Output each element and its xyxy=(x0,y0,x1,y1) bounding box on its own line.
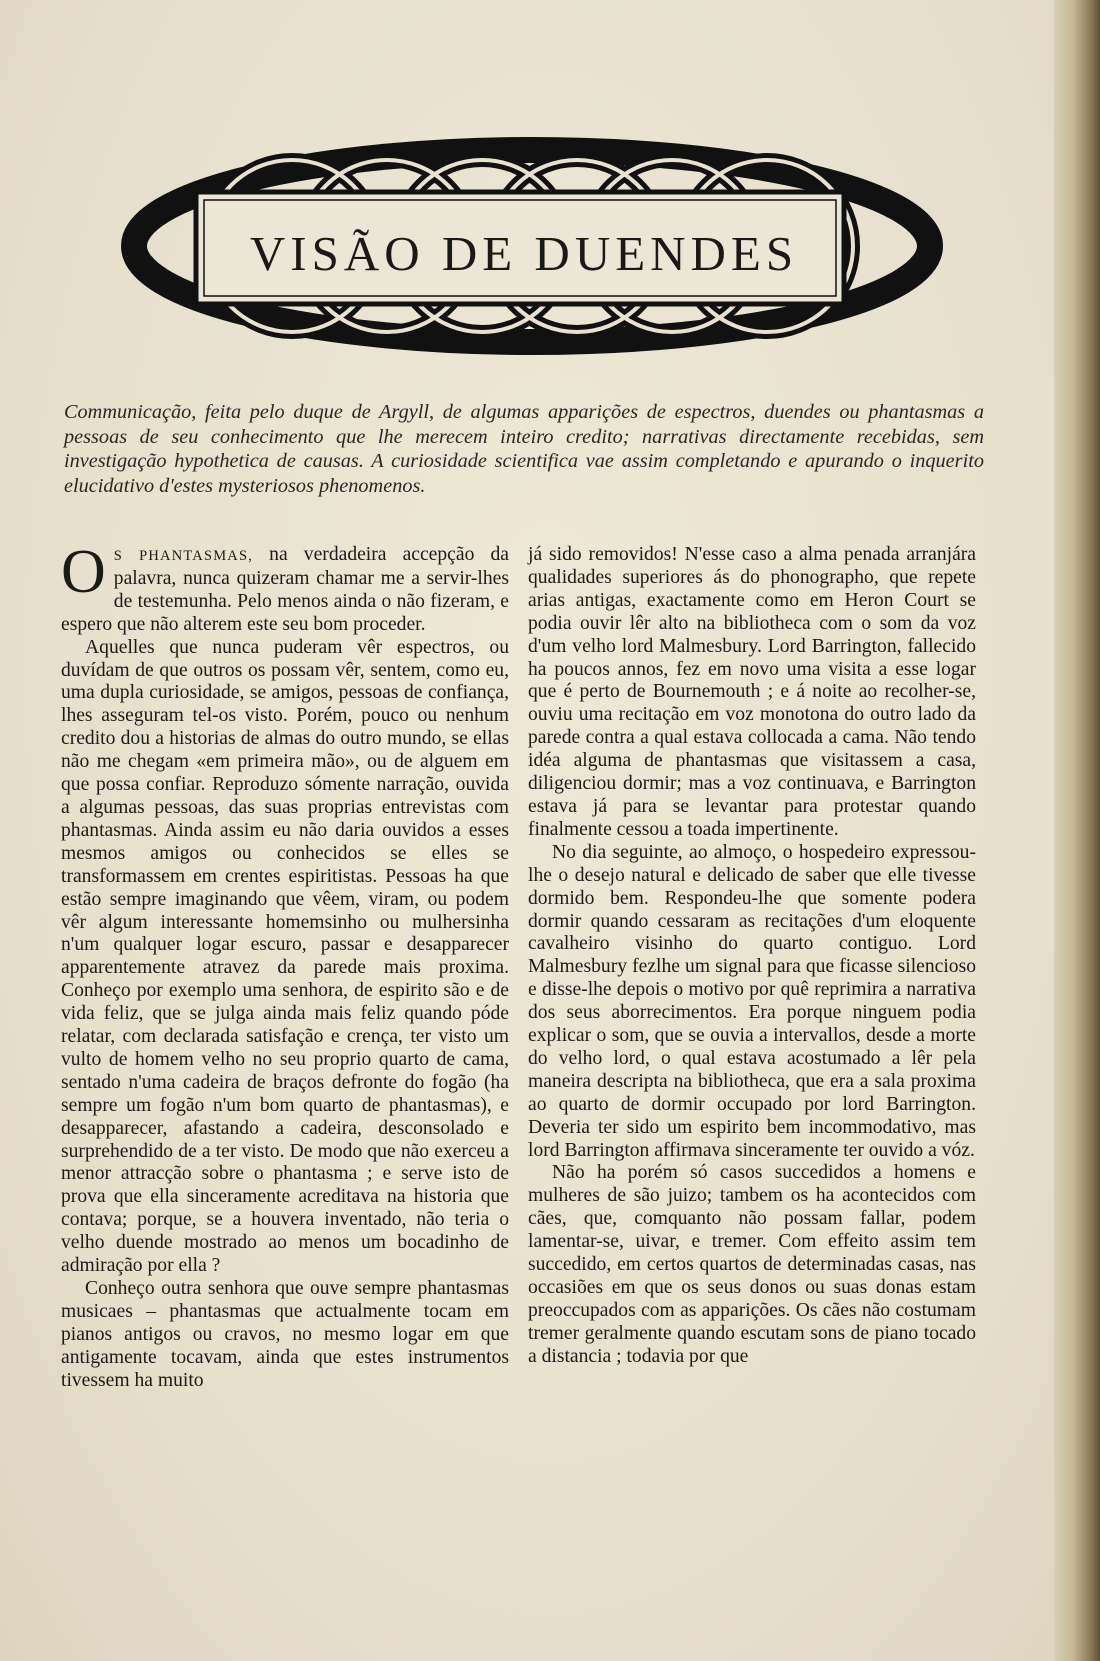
paragraph: já sido removidos! N'esse caso a alma penada arranjára qualidades superiores ás do phonographo, que repete arias antigas, exactamente como em Heron Court se podia ouvir lêr alto na bibliotheca com o som da voz d'um velho lord Malmesbury. Lord Barrington, fallecido ha poucos annos, fez em novo uma visita a esse logar que é perto de Bournemouth ; e á noite ao recolher-se, ouviu uma recitação em voz monotona do outro lado da parede contra a qual estava collocada a cama. Não tendo idéa alguma de phantasmas que visitassem a casa, diligenciou dormir; mas a voz continuava, e Barrington estava já para se levantar para protestar quando finalmente cessou a toada impertinente. xyxy=(528,544,976,840)
paragraph: Não ha porém só casos succedidos a homens e mulheres de são juizo; tambem os ha acontecidos com cães, que, comquanto não possam fallar, podem lamentar-se, uivar, e tremer. Com effeito assim tem succedido, em certos quartos de determinadas casas, nas occasiões em que os seus donos ou suas donas estam preoccupados com as apparições. Os cães não costumam tremer geralmente quando escutam sons de piano tocado a distancia ; todavia por que xyxy=(528,1162,976,1367)
text-column-right xyxy=(528,544,976,1369)
paragraph: Conheço outra senhora que ouve sempre phantasmas musicaes – phantasmas que actualmente tocam em pianos antigos ou cravos, no mesmo logar em que antigamente tocavam, ainda que estes instrumentos tivessem ha muito xyxy=(61,1278,509,1391)
text-column-left xyxy=(61,538,509,1393)
article-title: VISÃO DE DUENDES xyxy=(249,225,799,281)
paragraph: No dia seguinte, ao almoço, o hospedeiro expressou-lhe o desejo natural e delicado de saber que elle tivesse dormido bem. Respondeu-lhe que somente podera dormir quando cessaram as recitações d'um eloquente cavalheiro visinho do quarto contiguo. Lord Malmesbury fezlhe um signal para que ficasse silencioso e disse-lhe depois o motivo por quê reprimira a narrativa dos seus aborrecimentos. Era porque ninguem podia explicar o som, que se ouvia a intervallos, desde a morte do velho lord, o qual estava acostumado a lêr pela maneira descripta na bibliotheca, que era a sala proxima ao quarto de dormir occupado por lord Barrington. Deveria ter sido um espirito bem incommodativo, mas lord Barrington affirmava sinceramente ter ouvido a vóz. xyxy=(528,841,976,1161)
lead-smallcaps: S PHANTASMAS, xyxy=(113,548,254,564)
article-intro: Communicação, feita pelo duque de Argyll, de algumas apparições de espectros, duendes ou phantasmas a pessoas de seu conhecimento que lhe merecem inteiro credito; narrativas directamente recebidas, sem investigação hypothetica de causas. A curiosidade scientifica vae assim completando e apurando o inquerito elucidativo d'estes mysteriosos phenomenos. xyxy=(64,401,984,497)
paragraph: Aquelles que nunca puderam vêr espectros, ou duvídam de que outros os possam vêr, sentem, como eu, uma dupla curiosidade, se amigos, pessoas de confiança, lhes asseguram tel-os visto. Porém, pouco ou nenhum credito dou a historias de almas do outro mundo, se ellas não me chegam «em primeira mão», ou de alguem em que possa confiar. Reproduzo sómente narração, ouvida a algumas pessoas, das suas proprias entrevistas com phantasmas. Ainda assim eu não daria ouvidos a esses mesmos amigos ou conhecidos se elles se transformassem em crentes espiritistas. Pessoas ha que estão sempre imaginando que vêem, viram, ou podem vêr algum interessante homemsinho ou mulhersinha n'um qualquer logar escuro, passar e desapparecer apparentemente atravez da parede mais proxima. Conheço por exemplo uma senhora, de espirito são e de vida feliz, que se julga ainda mais feliz quando póde relatar, com declarada satisfação e crença, ter visto um vulto de homem velho no seu proprio quarto de cama, sentado n'uma cadeira de braços defronte do fogão (ha sempre um fogão n'um bom quarto de phantasmas), e desapparecer, afastando a cadeira, desconsolado e surprehendido de a ter visto. De modo que não exerceu a menor attracção sobre o phantasma ; e serve isto de prova que ella sinceramente acreditava na historia que contava; porque, se a houvera inventado, não teria o velho duende mostrado ao menos um bocadinho de admiração por ella ? xyxy=(61,636,509,1277)
paragraph-text: na verdadeira accepção da palavra, nunca quizeram chamar me a servir-lhes de testemunha. Pelo menos ainda o não fizeram, e espero que não alterem este seu bom proceder. xyxy=(61,544,509,635)
paragraph xyxy=(61,538,509,637)
book-spine-shadow xyxy=(1054,0,1100,1661)
drop-cap: O xyxy=(61,538,106,606)
